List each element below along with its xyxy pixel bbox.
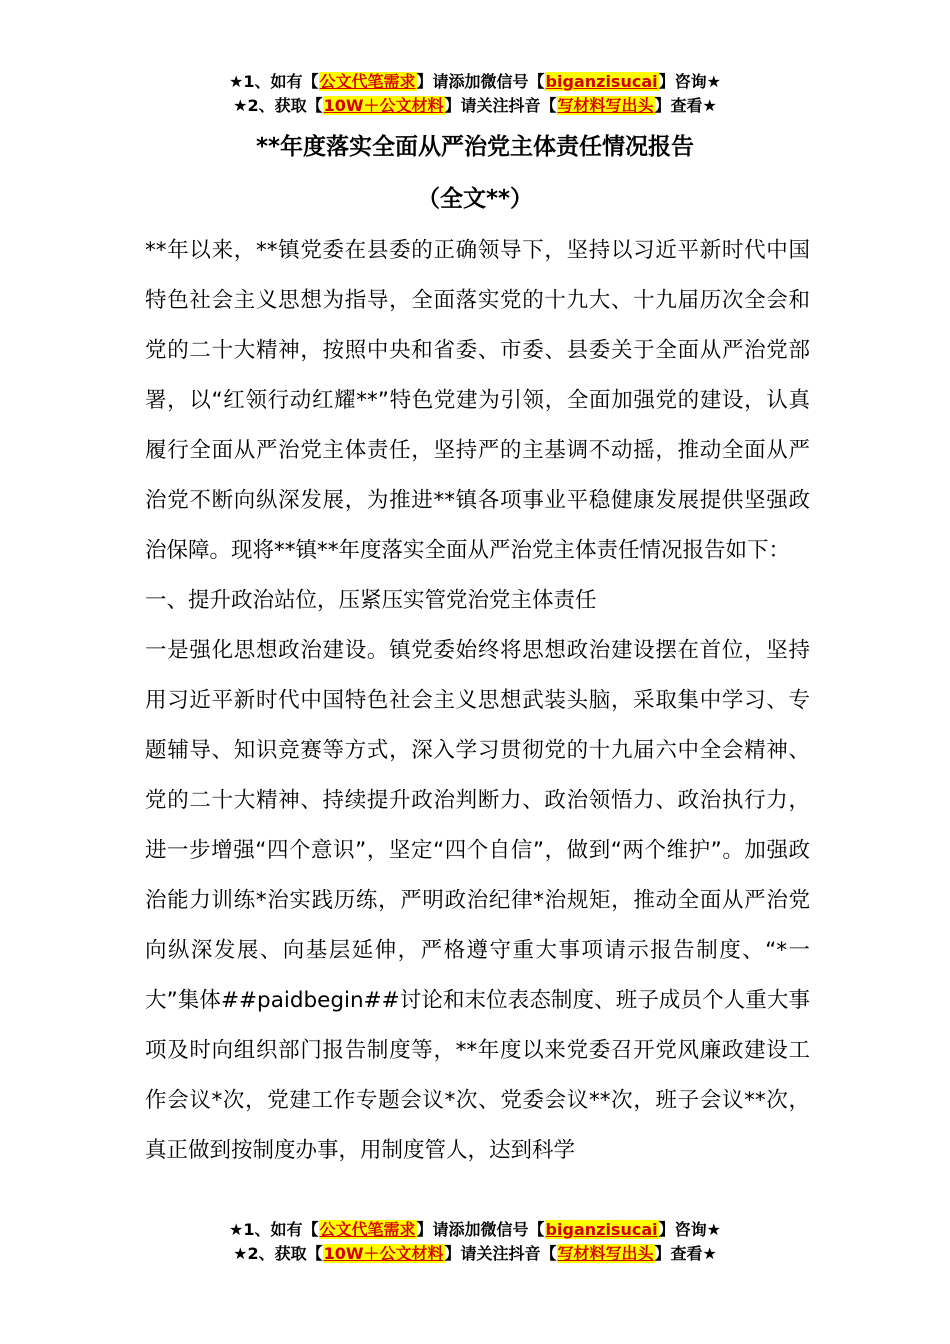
- document-body: [145, 226, 810, 1176]
- highlight-service: 公文代笔需求: [319, 1220, 416, 1239]
- highlight-douyin: 写材料写出头: [557, 1244, 654, 1263]
- highlight-wechat-id: biganzisucai: [545, 1220, 658, 1239]
- paragraph-body: 一是强化思想政治建设。镇党委始终将思想政治建设摆在首位，坚持用习近平新时代中国特色社会主义思想武装头脑，采取集中学习、专题辅导、知识竞赛等方式，深入学习贯彻党的十九届六中全会精神、党的二十大精神、持续提升政治判断力、政治领悟力、政治执行力，进一步增强“四个意识”，坚定“四个自信”，做到“两个维护”。加强政治能力训练*治实践历练，严明政治纪律*治规矩，推动全面从严治党向纵深发展、向基层延伸，严格遵守重大事项请示报告制度、“*一大”集体##paidbegin##讨论和末位表态制度、班子成员个人重大事项及时向组织部门报告制度等，**年度以来党委召开党风廉政建设工作会议*次，党建工作专题会议*次、党委会议**次，班子会议**次，真正做到按制度办事，用制度管人，达到科学: [145, 638, 810, 1163]
- section-heading: 一、提升政治站位，压紧压实管党治党主体责任: [145, 588, 597, 613]
- highlight-materials: 10W＋公文材料: [323, 96, 444, 115]
- promo-banner-top: [0, 70, 950, 118]
- promo-line-1: ★1、如有【公文代笔需求】请添加微信号【biganzisucai】咨询★: [229, 1220, 721, 1239]
- highlight-douyin: 写材料写出头: [557, 96, 654, 115]
- highlight-wechat-id: biganzisucai: [545, 72, 658, 91]
- document-title: **年度落实全面从严治党主体责任情况报告: [255, 134, 695, 160]
- document-subtitle: （全文**）: [416, 186, 534, 212]
- promo-line-2: ★2、获取【10W＋公文材料】请关注抖音【写材料写出头】查看★: [233, 96, 717, 115]
- highlight-materials: 10W＋公文材料: [323, 1244, 444, 1263]
- paragraph-intro: **年以来，**镇党委在县委的正确领导下，坚持以习近平新时代中国特色社会主义思想为指导，全面落实党的十九大、十九届历次全会和党的二十大精神，按照中央和省委、市委、县委关于全面从严治党部署，以“红领行动红耀**”特色党建为引领，全面加强党的建设，认真履行全面从严治党主体责任，坚持严的主基调不动摇，推动全面从严治党不断向纵深发展，为推进**镇各项事业平稳健康发展提供坚强政治保障。现将**镇**年度落实全面从严治党主体责任情况报告如下：: [145, 238, 810, 563]
- promo-line-1: ★1、如有【公文代笔需求】请添加微信号【biganzisucai】咨询★: [229, 72, 721, 91]
- promo-banner-bottom: [0, 1218, 950, 1266]
- highlight-service: 公文代笔需求: [319, 72, 416, 91]
- promo-line-2: ★2、获取【10W＋公文材料】请关注抖音【写材料写出头】查看★: [233, 1244, 717, 1263]
